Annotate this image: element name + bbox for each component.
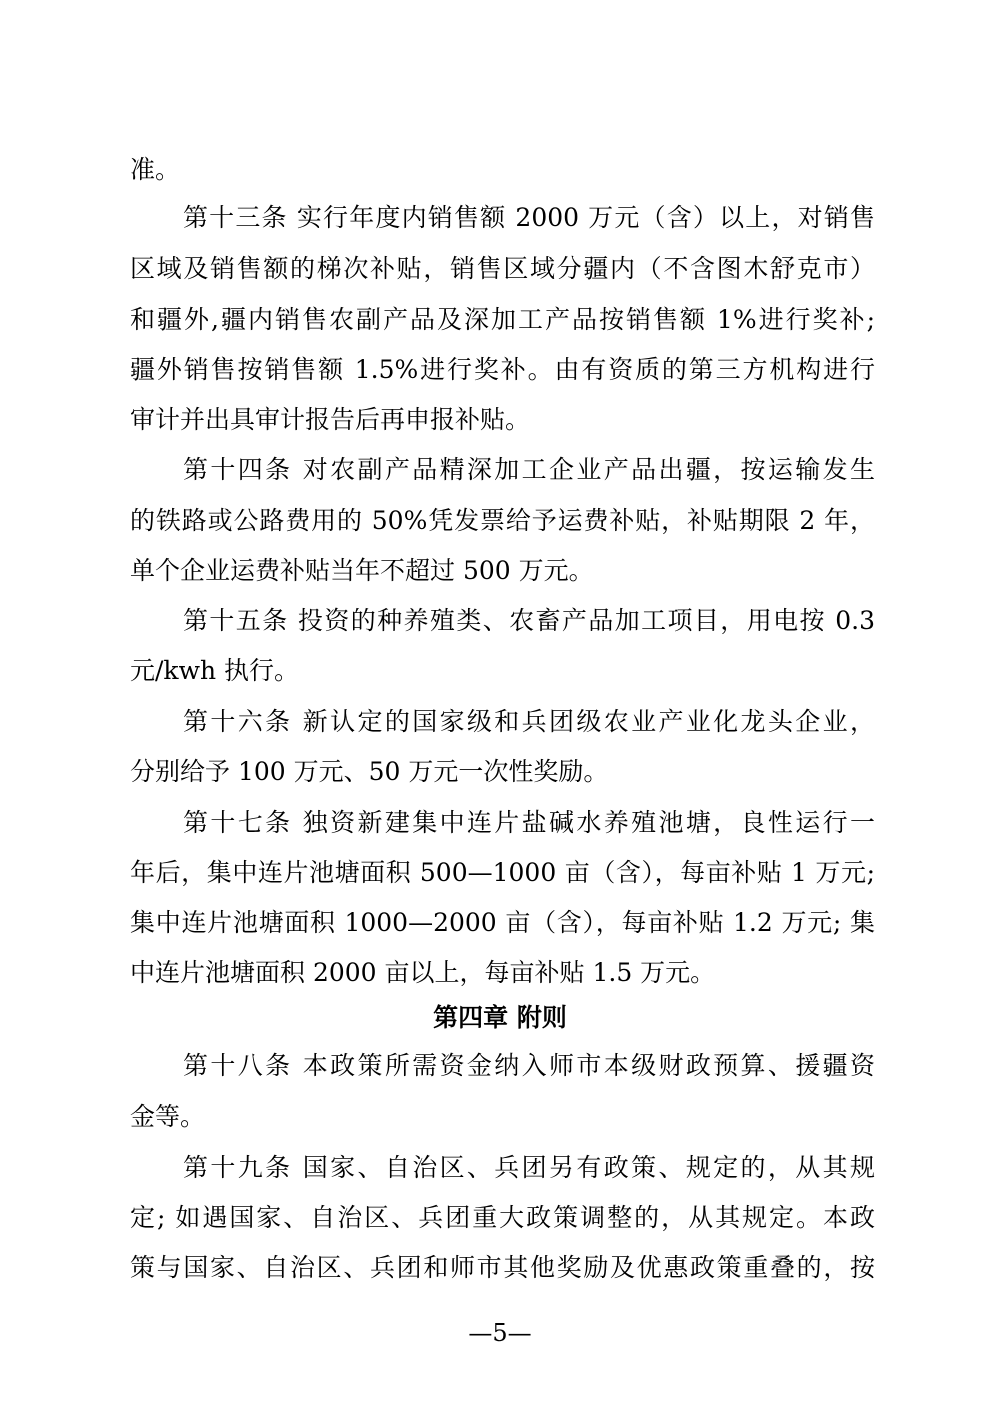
article-13-line: 和疆外,疆内销售农副产品及深加工产品按销售额 1%进行奖补; (130, 305, 875, 334)
article-13-line: 第十三条 实行年度内销售额 2000 万元（含）以上，对销售 (183, 203, 875, 232)
paragraph-line: 准。 (130, 155, 181, 184)
article-18-line: 金等。 (130, 1102, 206, 1131)
article-14-line: 的铁路或公路费用的 50%凭发票给予运费补贴，补贴期限 2 年， (130, 506, 875, 535)
page-number: —5— (468, 1319, 532, 1347)
article-17-line: 第十七条 独资新建集中连片盐碱水养殖池塘，良性运行一 (183, 808, 875, 837)
article-17-line: 中连片池塘面积 2000 亩以上，每亩补贴 1.5 万元。 (130, 958, 716, 987)
article-14-line: 第十四条 对农副产品精深加工企业产品出疆，按运输发生 (183, 455, 875, 484)
article-17-line: 年后，集中连片池塘面积 500—1000 亩（含），每亩补贴 1 万元; (130, 858, 875, 887)
article-16-line: 第十六条 新认定的国家级和兵团级农业产业化龙头企业， (183, 707, 875, 736)
article-19-line: 第十九条 国家、自治区、兵团另有政策、规定的，从其规 (183, 1153, 875, 1182)
article-13-line: 区域及销售额的梯次补贴，销售区域分疆内（不含图木舒克市） (130, 254, 875, 283)
article-13-line: 审计并出具审计报告后再申报补贴。 (130, 405, 531, 434)
chapter-heading: 第四章 附则 (433, 1003, 567, 1032)
article-14-line: 单个企业运费补贴当年不超过 500 万元。 (130, 556, 594, 585)
article-15-line: 第十五条 投资的种养殖类、农畜产品加工项目，用电按 0.3 (183, 606, 875, 635)
article-17-line: 集中连片池塘面积 1000—2000 亩（含），每亩补贴 1.2 万元; 集 (130, 908, 875, 937)
article-16-line: 分别给予 100 万元、50 万元一次性奖励。 (130, 757, 609, 786)
article-18-line: 第十八条 本政策所需资金纳入师市本级财政预算、援疆资 (183, 1051, 875, 1080)
article-15-line: 元/kwh 执行。 (130, 656, 300, 685)
article-19-line: 策与国家、自治区、兵团和师市其他奖励及优惠政策重叠的，按 (130, 1253, 875, 1282)
article-13-line: 疆外销售按销售额 1.5%进行奖补。由有资质的第三方机构进行 (130, 355, 875, 384)
article-19-line: 定; 如遇国家、自治区、兵团重大政策调整的，从其规定。本政 (130, 1203, 875, 1232)
